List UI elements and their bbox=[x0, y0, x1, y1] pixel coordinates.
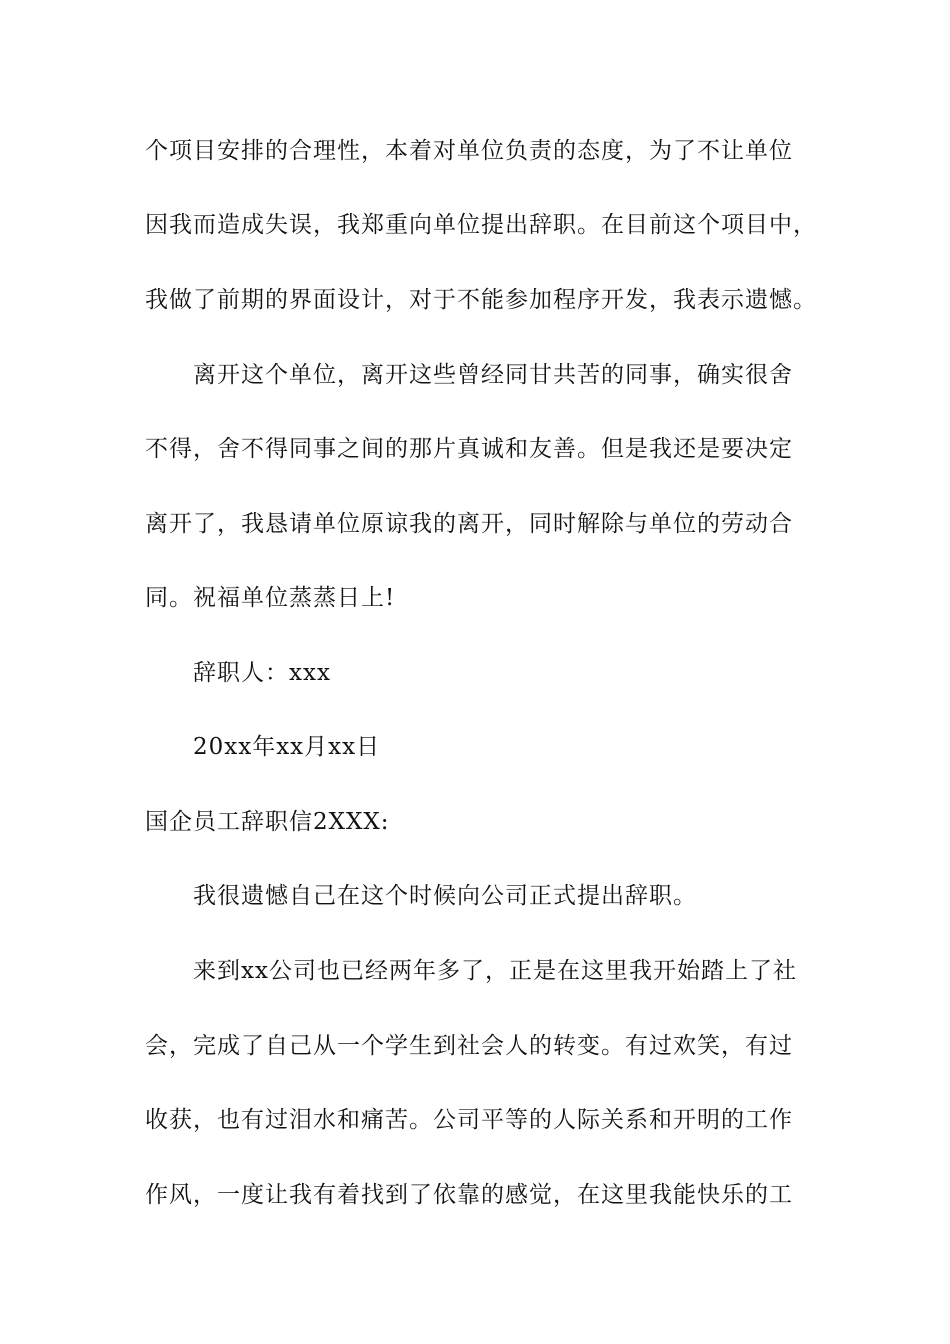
text-line: 个项目安排的合理性，本着对单位负责的态度，为了不让单位 bbox=[145, 138, 793, 164]
text-line: 收获，也有过泪水和痛苦。公司平等的人际关系和开明的工作 bbox=[145, 1107, 793, 1133]
text-line: 不得，舍不得同事之间的那片真诚和友善。但是我还是要决定 bbox=[145, 436, 793, 462]
text-line: 作风，一度让我有着找到了依靠的感觉，在这里我能快乐的工 bbox=[145, 1182, 793, 1208]
text-line: 会，完成了自己从一个学生到社会人的转变。有过欢笑，有过 bbox=[145, 1033, 793, 1059]
text-line: 因我而造成失误，我郑重向单位提出辞职。在目前这个项目中， bbox=[145, 212, 817, 238]
paragraph-start-line: 来到xx公司也已经两年多了，正是在这里我开始踏上了社 bbox=[193, 958, 797, 984]
date-line: 20xx年xx月xx日 bbox=[193, 734, 381, 760]
text-line: 离开了，我恳请单位原谅我的离开，同时解除与单位的劳动合 bbox=[145, 511, 793, 537]
section-heading: 国企员工辞职信2XXX: bbox=[145, 809, 390, 835]
text-line: 我做了前期的界面设计，对于不能参加程序开发，我表示遗憾。 bbox=[145, 287, 817, 313]
text-line: 同。祝福单位蒸蒸日上! bbox=[145, 585, 396, 611]
paragraph-start-line: 我很遗憾自己在这个时候向公司正式提出辞职。 bbox=[193, 883, 697, 909]
paragraph-start-line: 离开这个单位，离开这些曾经同甘共苦的同事，确实很舍 bbox=[193, 362, 793, 388]
signature-line: 辞职人：xxx bbox=[193, 660, 331, 686]
